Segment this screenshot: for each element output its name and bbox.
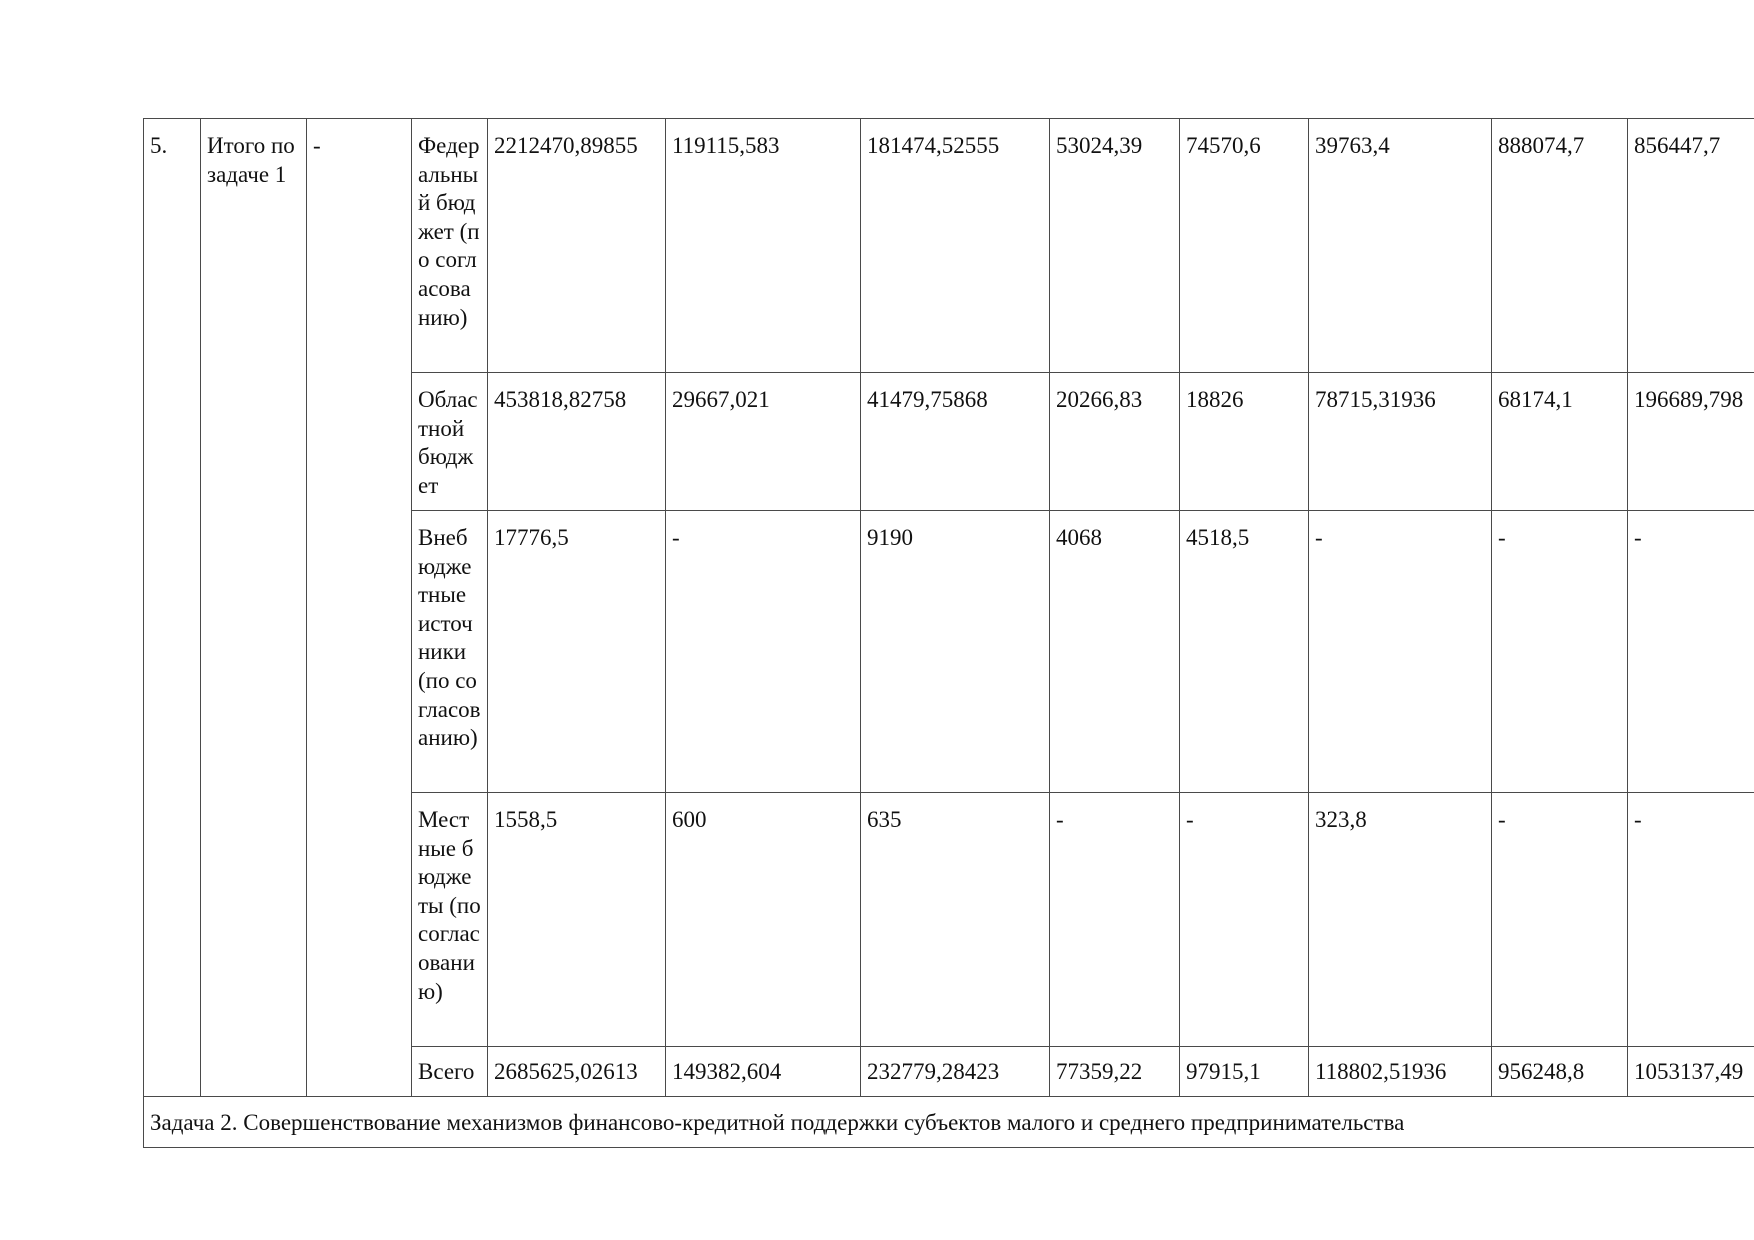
value-cell: 635	[861, 793, 1050, 1047]
value-cell: -	[1050, 793, 1180, 1047]
table-row-federal	[144, 119, 1754, 373]
value-cell: 4068	[1050, 511, 1180, 793]
value-cell: 18826	[1180, 373, 1309, 511]
value-cell: 17776,5	[488, 511, 666, 793]
value-cell: 149382,604	[666, 1047, 861, 1097]
value-cell: -	[1492, 793, 1628, 1047]
value-cell: -	[1492, 511, 1628, 793]
value-cell: 453818,82758	[488, 373, 666, 511]
value-cell: 119115,583	[666, 119, 861, 373]
value-cell: 856447,7	[1628, 119, 1754, 373]
value-cell: 68174,1	[1492, 373, 1628, 511]
value-cell: 53024,39	[1050, 119, 1180, 373]
value-cell: 888074,7	[1492, 119, 1628, 373]
value-cell: 181474,52555	[861, 119, 1050, 373]
section-header-task-2: Задача 2. Совершенствование механизмов финансово-кредитной поддержки субъектов малого и среднего предпринимательства	[144, 1097, 1754, 1148]
value-cell: 77359,22	[1050, 1047, 1180, 1097]
value-cell: 9190	[861, 511, 1050, 793]
responsible-cell: -	[307, 119, 412, 1097]
source-label-federal: Федеральный бюджет (по согласованию)	[412, 119, 488, 373]
value-cell: 97915,1	[1180, 1047, 1309, 1097]
value-cell: 1053137,49	[1628, 1047, 1754, 1097]
value-cell: 78715,31936	[1309, 373, 1492, 511]
value-cell: 323,8	[1309, 793, 1492, 1047]
value-cell: 74570,6	[1180, 119, 1309, 373]
source-label-total: Всего	[412, 1047, 488, 1097]
value-cell: 118802,51936	[1309, 1047, 1492, 1097]
value-cell: -	[1309, 511, 1492, 793]
value-cell: 1558,5	[488, 793, 666, 1047]
row-name-cell: Итого по задаче 1	[201, 119, 307, 1097]
source-label-local: Местные бюджеты (по согласованию)	[412, 793, 488, 1047]
value-cell: 956248,8	[1492, 1047, 1628, 1097]
value-cell: 29667,021	[666, 373, 861, 511]
value-cell: 39763,4	[1309, 119, 1492, 373]
value-cell: -	[1628, 793, 1754, 1047]
value-cell: -	[1628, 511, 1754, 793]
value-cell: 2212470,89855	[488, 119, 666, 373]
value-cell: 41479,75868	[861, 373, 1050, 511]
source-label-extrabudgetary: Внебюджетные источники (по согласованию)	[412, 511, 488, 793]
value-cell: 196689,798	[1628, 373, 1754, 511]
budget-table	[143, 118, 1754, 1148]
row-number-cell: 5.	[144, 119, 201, 1097]
value-cell: 600	[666, 793, 861, 1047]
section-header-row	[144, 1097, 1754, 1148]
value-cell: -	[1180, 793, 1309, 1047]
value-cell: 232779,28423	[861, 1047, 1050, 1097]
value-cell: 20266,83	[1050, 373, 1180, 511]
value-cell: -	[666, 511, 861, 793]
value-cell: 2685625,02613	[488, 1047, 666, 1097]
value-cell: 4518,5	[1180, 511, 1309, 793]
source-label-regional: Областной бюджет	[412, 373, 488, 511]
